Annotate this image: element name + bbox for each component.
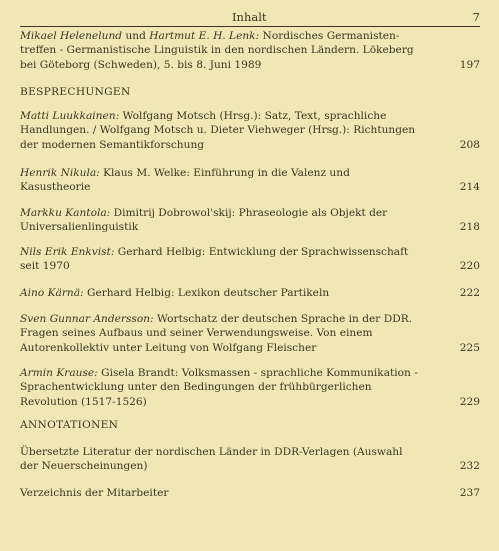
review-text: Klaus M. Welke: Einführung in die Valenz und Kasustheorie	[20, 167, 350, 194]
review-page: 220	[459, 260, 480, 273]
review-page: 218	[459, 221, 480, 234]
annotation-text: Übersetzte Literatur der nordischen Länder in DDR-Verlagen (Auswahl der Neuerscheinungen)	[20, 446, 403, 473]
review-entry	[20, 206, 480, 235]
annotation-entry	[20, 486, 480, 500]
review-author: Armin Krause:	[20, 367, 98, 379]
review-entry	[20, 286, 480, 300]
review-text: Gisela Brandt: Volksmassen - sprachliche Kommunikation - Sprachentwicklung unter den Bedingungen der frühbürgerlichen Revolution (1517-1526)	[20, 367, 418, 408]
review-page: 225	[459, 341, 480, 354]
entry-author: Mikael Helenelund	[20, 30, 123, 42]
review-text: Dimitrij Dobrowol'skij: Phraseologie als Objekt der Universalienlinguistik	[20, 207, 388, 234]
review-author: Aino Kärnä:	[20, 287, 84, 299]
review-author: Matti Luukkainen:	[20, 110, 120, 122]
header-page-number: 7	[472, 10, 480, 24]
review-text: Wolfgang Motsch (Hrsg.): Satz, Text, sprachliche Handlungen. / Wolfgang Motsch u. Dieter Viehweger (Hrsg.): Richtungen der modernen Semantikforschung	[20, 110, 416, 151]
annotation-page: 232	[459, 460, 480, 473]
review-entry	[20, 166, 480, 195]
review-page: 222	[459, 287, 480, 299]
annotation-text: Verzeichnis der Mitarbeiter	[20, 487, 169, 499]
section-heading-reviews: BESPRECHUNGEN	[20, 86, 131, 98]
entry-connector: und	[122, 30, 150, 42]
review-page: 214	[459, 181, 480, 194]
review-text: Gerhard Helbig: Entwicklung der Sprachwissenschaft seit 1970	[20, 246, 409, 273]
review-author: Sven Gunnar Andersson:	[20, 313, 154, 325]
review-entry	[20, 109, 480, 152]
review-author: Markku Kantola:	[20, 207, 111, 219]
annotation-entry	[20, 445, 480, 474]
review-page: 208	[459, 138, 480, 151]
review-author: Henrik Nikula:	[20, 167, 100, 179]
toc-entry	[20, 29, 480, 72]
page-header	[20, 10, 480, 27]
review-entry	[20, 366, 480, 409]
review-text: Wortschatz der deutschen Sprache in der DDR. Fragen seines Aufbaus und seiner Verwendungsweise. Von einem Autorenkollektiv unter Leitung von Wolfgang Fleischer	[20, 313, 413, 354]
entry-page: 197	[459, 58, 480, 71]
entry-text: Nordisches Germanisten-treffen - Germanistische Linguistik in den nordischen Ländern. Lökeberg bei Göteborg (Schweden), 5. bis 8. Juni 1989	[20, 30, 414, 71]
review-page: 229	[459, 395, 480, 408]
section-heading-annotations: ANNOTATIONEN	[20, 419, 119, 431]
annotation-page: 237	[459, 487, 480, 499]
review-entry	[20, 312, 480, 355]
entry-author-2: Hartmut E. H. Lenk:	[149, 30, 260, 42]
review-author: Nils Erik Enkvist:	[20, 246, 115, 258]
header-title: Inhalt	[232, 10, 267, 24]
review-text: Gerhard Helbig: Lexikon deutscher Partikeln	[83, 287, 330, 299]
review-entry	[20, 245, 480, 274]
